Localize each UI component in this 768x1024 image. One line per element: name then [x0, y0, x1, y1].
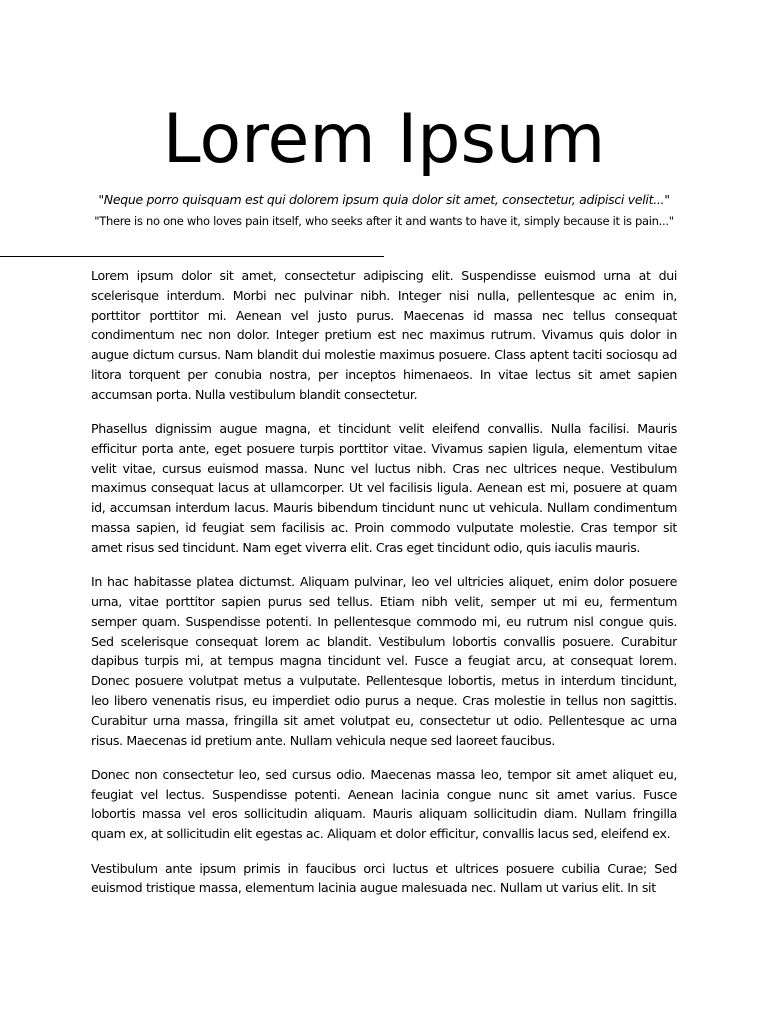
body-paragraph: Donec non consectetur leo, sed cursus odio. Maecenas massa leo, tempor sit amet aliquet eu, feugiat vel lectus. Suspendisse potenti. Aenean lacinia congue nunc sit amet varius. Fusce lobortis massa vel eros sollicitudin aliquam. Mauris aliquam sollicitudin diam. Nullam fringilla quam ex, at sollicitudin elit egestas ac. Aliquam et dolor efficitur, convallis lacus sed, eleifend ex.: [91, 766, 677, 842]
english-quote: "There is no one who loves pain itself, who seeks after it and wants to have it, simply because it is pain...": [94, 214, 674, 228]
section-divider: [0, 256, 384, 257]
document-body: [91, 266, 677, 920]
document-title: Lorem Ipsum: [162, 100, 606, 179]
body-paragraph: Vestibulum ante ipsum primis in faucibus orci luctus et ultrices posuere cubilia Curae; Sed euismod tristique massa, elementum lacinia augue malesuada nec. Nullam ut varius elit. In sit: [91, 860, 677, 896]
latin-quote: "Neque porro quisquam est qui dolorem ipsum quia dolor sit amet, consectetur, adipisci velit...": [98, 192, 670, 207]
body-paragraph: Lorem ipsum dolor sit amet, consectetur adipiscing elit. Suspendisse euismod urna at dui scelerisque interdum. Morbi nec pulvinar nibh. Integer nisi nulla, pellentesque ac enim in, porttitor porttitor mi. Aenean vel justo purus. Maecenas id massa nec tellus consequat condimentum nec non dolor. Integer pretium est nec maximus rutrum. Vivamus quis dolor in augue dictum cursus. Nam blandit dui molestie maximus posuere. Class aptent taciti sociosqu ad litora torquent per conubia nostra, per inceptos himenaeos. In vitae lectus sit amet sapien accumsan porta. Nulla vestibulum blandit consectetur.: [91, 268, 677, 402]
body-paragraph: Phasellus dignissim augue magna, et tincidunt velit eleifend convallis. Nulla facilisi. Mauris efficitur porta ante, eget posuere turpis porttitor vitae. Vivamus sapien ligula, elementum vitae velit vitae, cursus euismod massa. Nunc vel luctus nibh. Cras nec ultrices neque. Vestibulum maximus consequat lacus at ullamcorper. Ut vel facilisis ligula. Aenean est mi, posuere at quam id, accumsan interdum lacus. Mauris bibendum tincidunt nunc ut vehicula. Nullam condimentum massa sapien, id feugiat sem facilisis ac. Proin commodo vulputate molestie. Cras tempor sit amet risus sed tincidunt. Nam eget viverra elit. Cras eget tincidunt odio, quis iaculis mauris.: [91, 421, 677, 555]
body-paragraph: In hac habitasse platea dictumst. Aliquam pulvinar, leo vel ultricies aliquet, enim dolor posuere urna, vitae porttitor sapien purus sed tellus. Etiam nibh velit, semper ut mi eu, fermentum semper quam. Suspendisse potenti. In pellentesque commodo mi, eu rutrum nisl congue quis. Sed scelerisque consequat lorem ac blandit. Vestibulum lobortis convallis posuere. Curabitur dapibus turpis mi, at tempus magna tincidunt vel. Fusce a feugiat arcu, at consequat lorem. Donec posuere volutpat metus a vulputate. Pellentesque lobortis, metus in interdum tincidunt, leo libero venenatis risus, eu imperdiet odio purus a neque. Cras molestie in tellus non sagittis. Curabitur urna massa, fringilla sit amet volutpat eu, consectetur ut odio. Pellentesque ac urna risus. Maecenas id pretium ante. Nullam vehicula neque sed laoreet faucibus.: [91, 574, 677, 748]
